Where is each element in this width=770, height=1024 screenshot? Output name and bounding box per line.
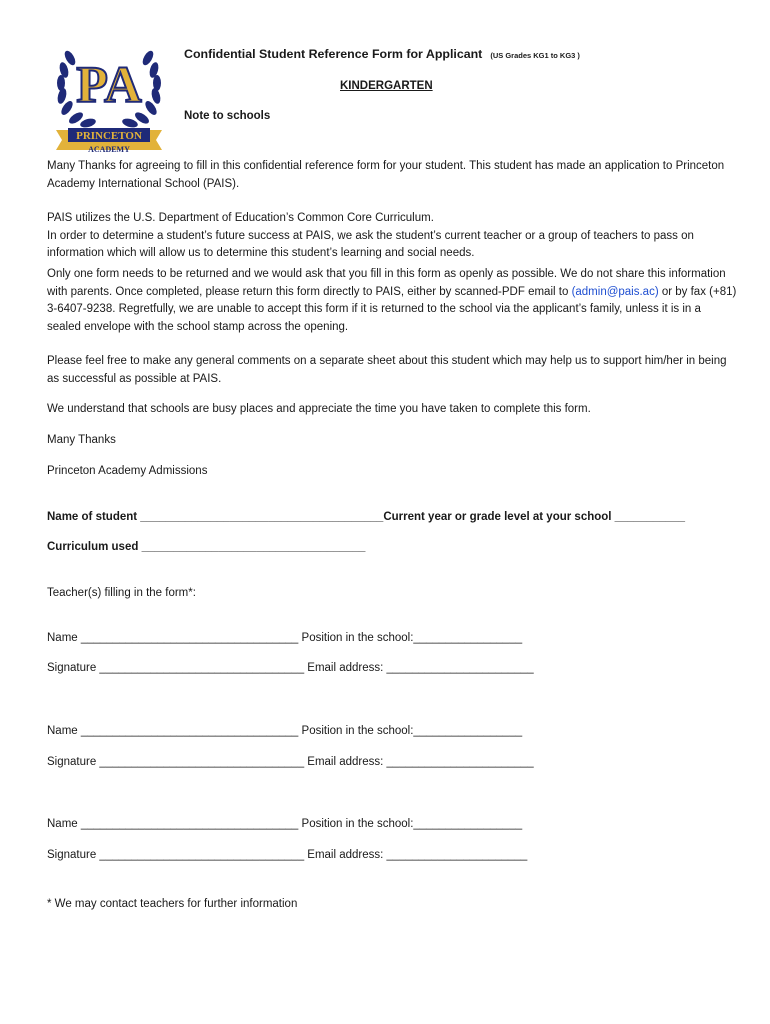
grade-range: (US Grades KG1 to KG3 ) xyxy=(490,51,580,60)
teacher1-signature-field[interactable]: Signature ________________________________ Email address: _______________________ xyxy=(47,662,534,674)
laurel-crest-icon xyxy=(50,40,168,156)
princeton-academy-logo xyxy=(50,40,168,156)
level-heading: KINDERGARTEN xyxy=(340,80,433,92)
curriculum-field[interactable]: Curriculum used ___________________________________ xyxy=(47,541,366,553)
teacher2-name-field[interactable]: Name __________________________________ Position in the school:_________________ xyxy=(47,725,523,737)
paragraph-return-instructions: Only one form needs to be returned and we would ask that you fill in this form as openly as possible. We do not share this information with parents. Once completed, please return this form directly to PAIS, either by scanned-PDF email to (admin@pais.ac) or by fax (+81) 3-6407-9238. Regretfully, we are unable to accept this form if it is returned to the school via the applicant’s family, unless it is in a sealed envelope with the school stamp across the opening. xyxy=(47,268,737,333)
paragraph-appreciation: We understand that schools are busy places and appreciate the time you have taken to complete this form. xyxy=(47,403,591,415)
note-heading: Note to schools xyxy=(184,110,271,122)
paragraph-comments: Please feel free to make any general comments on a separate sheet about this student which may help us to support him/her in being as successful as possible at PAIS. xyxy=(47,355,727,385)
teacher3-name-field[interactable]: Name __________________________________ Position in the school:_________________ xyxy=(47,818,523,830)
svg-text:PA: PA xyxy=(76,57,142,114)
form-title: Confidential Student Reference Form for Applicant (US Grades KG1 to KG3 ) xyxy=(184,47,580,61)
footnote: * We may contact teachers for further information xyxy=(47,898,298,910)
teacher3-signature-field[interactable]: Signature ________________________________ Email address: ______________________ xyxy=(47,849,528,861)
admin-email-link[interactable]: (admin@pais.ac) xyxy=(571,285,659,298)
teachers-heading: Teacher(s) filling in the form*: xyxy=(47,587,196,599)
closing-thanks: Many Thanks xyxy=(47,434,116,446)
teacher2-signature-field[interactable]: Signature ________________________________ Email address: _______________________ xyxy=(47,756,534,768)
student-name-field[interactable]: Name of student ______________________________________Current year or grade level at your school ___________ xyxy=(47,511,686,523)
teacher1-name-field[interactable]: Name __________________________________ Position in the school:_________________ xyxy=(47,632,523,644)
svg-text:PRINCETON: PRINCETON xyxy=(76,130,142,142)
paragraph-thanks: Many Thanks for agreeing to fill in this confidential reference form for your student. This student has made an application to Princeton Academy International School (PAIS). xyxy=(47,160,725,190)
closing-signature: Princeton Academy Admissions xyxy=(47,465,208,477)
svg-text:ACADEMY: ACADEMY xyxy=(88,145,130,154)
paragraph-curriculum: PAIS utilizes the U.S. Department of Education’s Common Core Curriculum. In order to determine a student’s future success at PAIS, we ask the student’s current teacher or a group of teachers to pass on information which will allow us to determine this student’s learning and social needs. xyxy=(47,212,694,259)
